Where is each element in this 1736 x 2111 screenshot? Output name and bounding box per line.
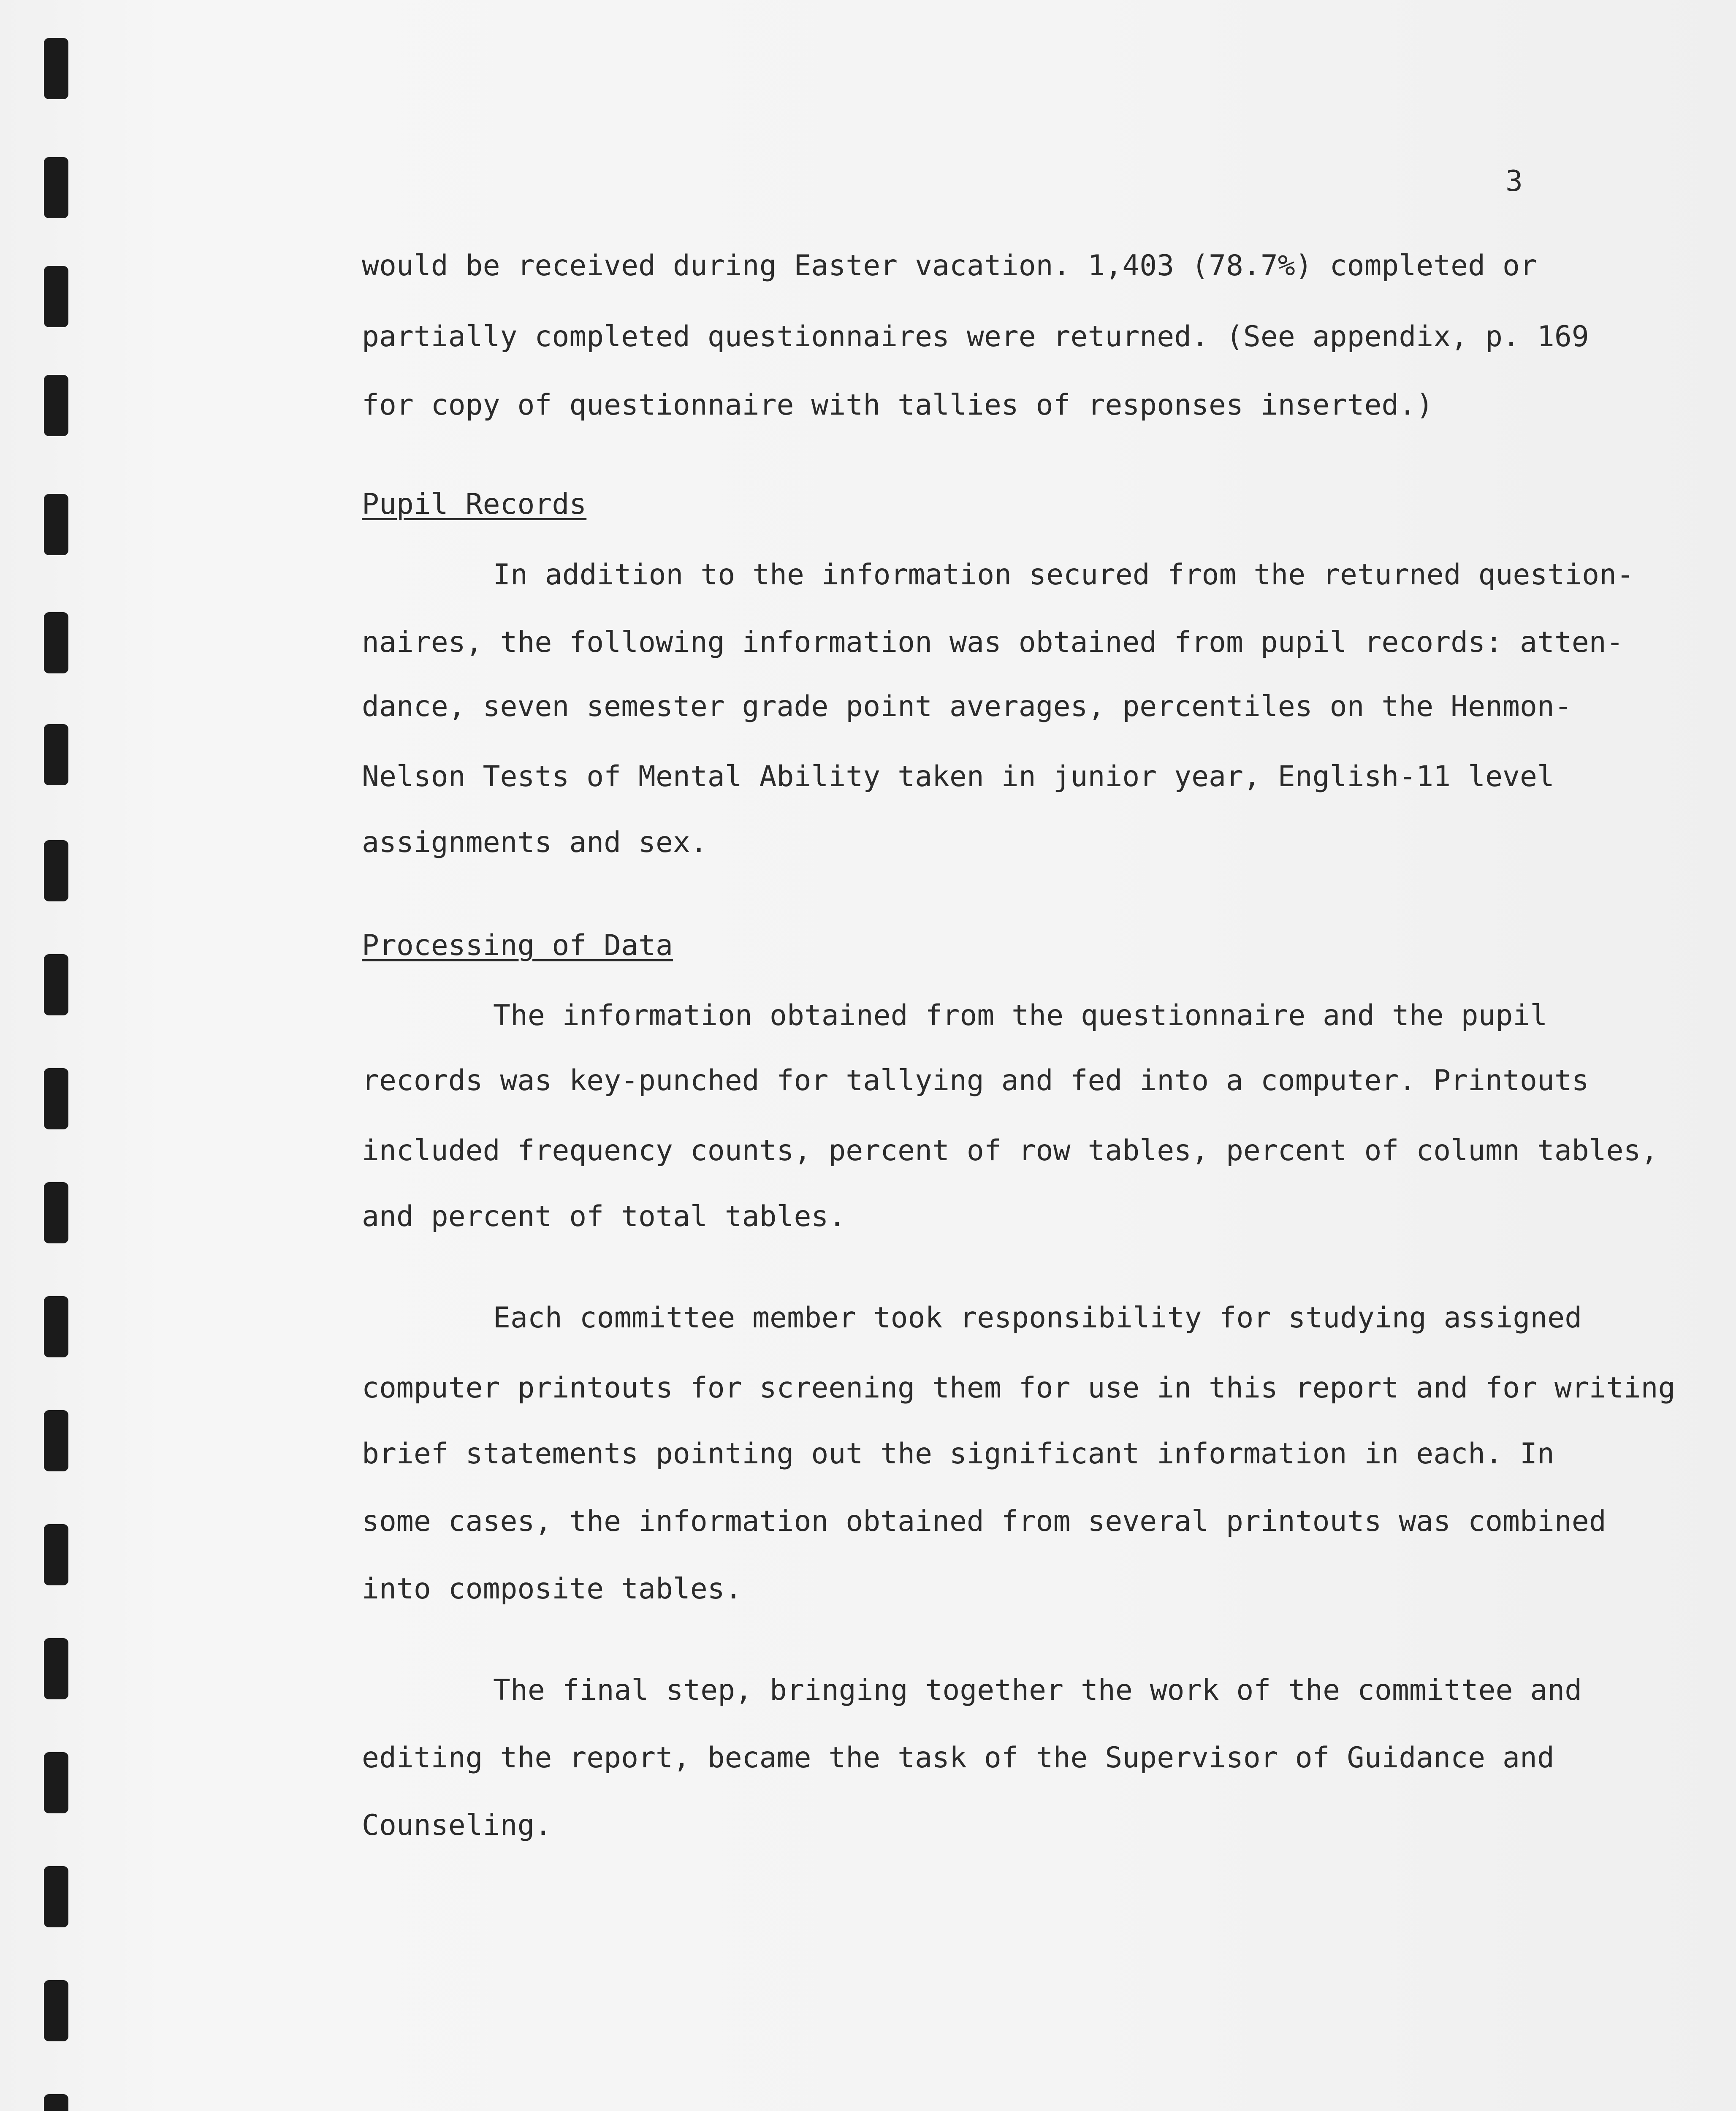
body-line: Nelson Tests of Mental Ability taken in junior year, English-11 level (362, 760, 1554, 793)
body-line: naires, the following information was obtained from pupil records: atten- (362, 626, 1624, 659)
body-line: Each committee member took responsibility for studying assigned (493, 1301, 1582, 1335)
section-heading-processing-of-data: Processing of Data (362, 929, 673, 962)
binding-hole (44, 954, 68, 1015)
binding-hole (44, 1866, 68, 1927)
body-line: dance, seven semester grade point averages, percentiles on the Henmon- (362, 690, 1572, 723)
body-line: some cases, the information obtained from several printouts was combined (362, 1505, 1606, 1538)
body-line: Counseling. (362, 1809, 552, 1842)
binding-hole (44, 1638, 68, 1699)
binding-hole (44, 1752, 68, 1813)
page-number: 3 (1505, 165, 1523, 198)
body-line: into composite tables. (362, 1572, 742, 1606)
section-heading-pupil-records: Pupil Records (362, 488, 587, 521)
binding-hole (44, 2094, 68, 2111)
body-line: computer printouts for screening them for use in this report and for writing (362, 1371, 1676, 1405)
binding-hole (44, 38, 68, 99)
body-line: editing the report, became the task of the Supervisor of Guidance and (362, 1741, 1554, 1775)
binding-hole (44, 724, 68, 785)
body-line: The information obtained from the questionnaire and the pupil (493, 999, 1548, 1032)
binding-hole (44, 494, 68, 555)
binding-hole (44, 375, 68, 436)
body-line: partially completed questionnaires were returned. (See appendix, p. 169 (362, 320, 1589, 353)
body-line: assignments and sex. (362, 826, 708, 859)
binding-hole (44, 1410, 68, 1471)
binding-hole (44, 1296, 68, 1357)
binding-hole (44, 840, 68, 901)
body-line: and percent of total tables. (362, 1200, 846, 1233)
binding-hole (44, 1182, 68, 1243)
binding-hole (44, 1524, 68, 1585)
binding-hole (44, 157, 68, 218)
binding-hole (44, 1980, 68, 2041)
body-line: for copy of questionnaire with tallies of responses inserted.) (362, 388, 1434, 422)
binding-hole (44, 1068, 68, 1129)
binding-hole (44, 612, 68, 673)
body-line: included frequency counts, percent of row tables, percent of column tables, (362, 1134, 1658, 1167)
body-line: brief statements pointing out the significant information in each. In (362, 1437, 1554, 1471)
body-line: The final step, bringing together the work of the committee and (493, 1674, 1582, 1707)
body-line: In addition to the information secured from the returned question- (493, 558, 1634, 592)
body-line: records was key-punched for tallying and fed into a computer. Printouts (362, 1064, 1589, 1097)
body-line: would be received during Easter vacation. 1,403 (78.7%) completed or (362, 249, 1537, 282)
binding-hole (44, 266, 68, 327)
